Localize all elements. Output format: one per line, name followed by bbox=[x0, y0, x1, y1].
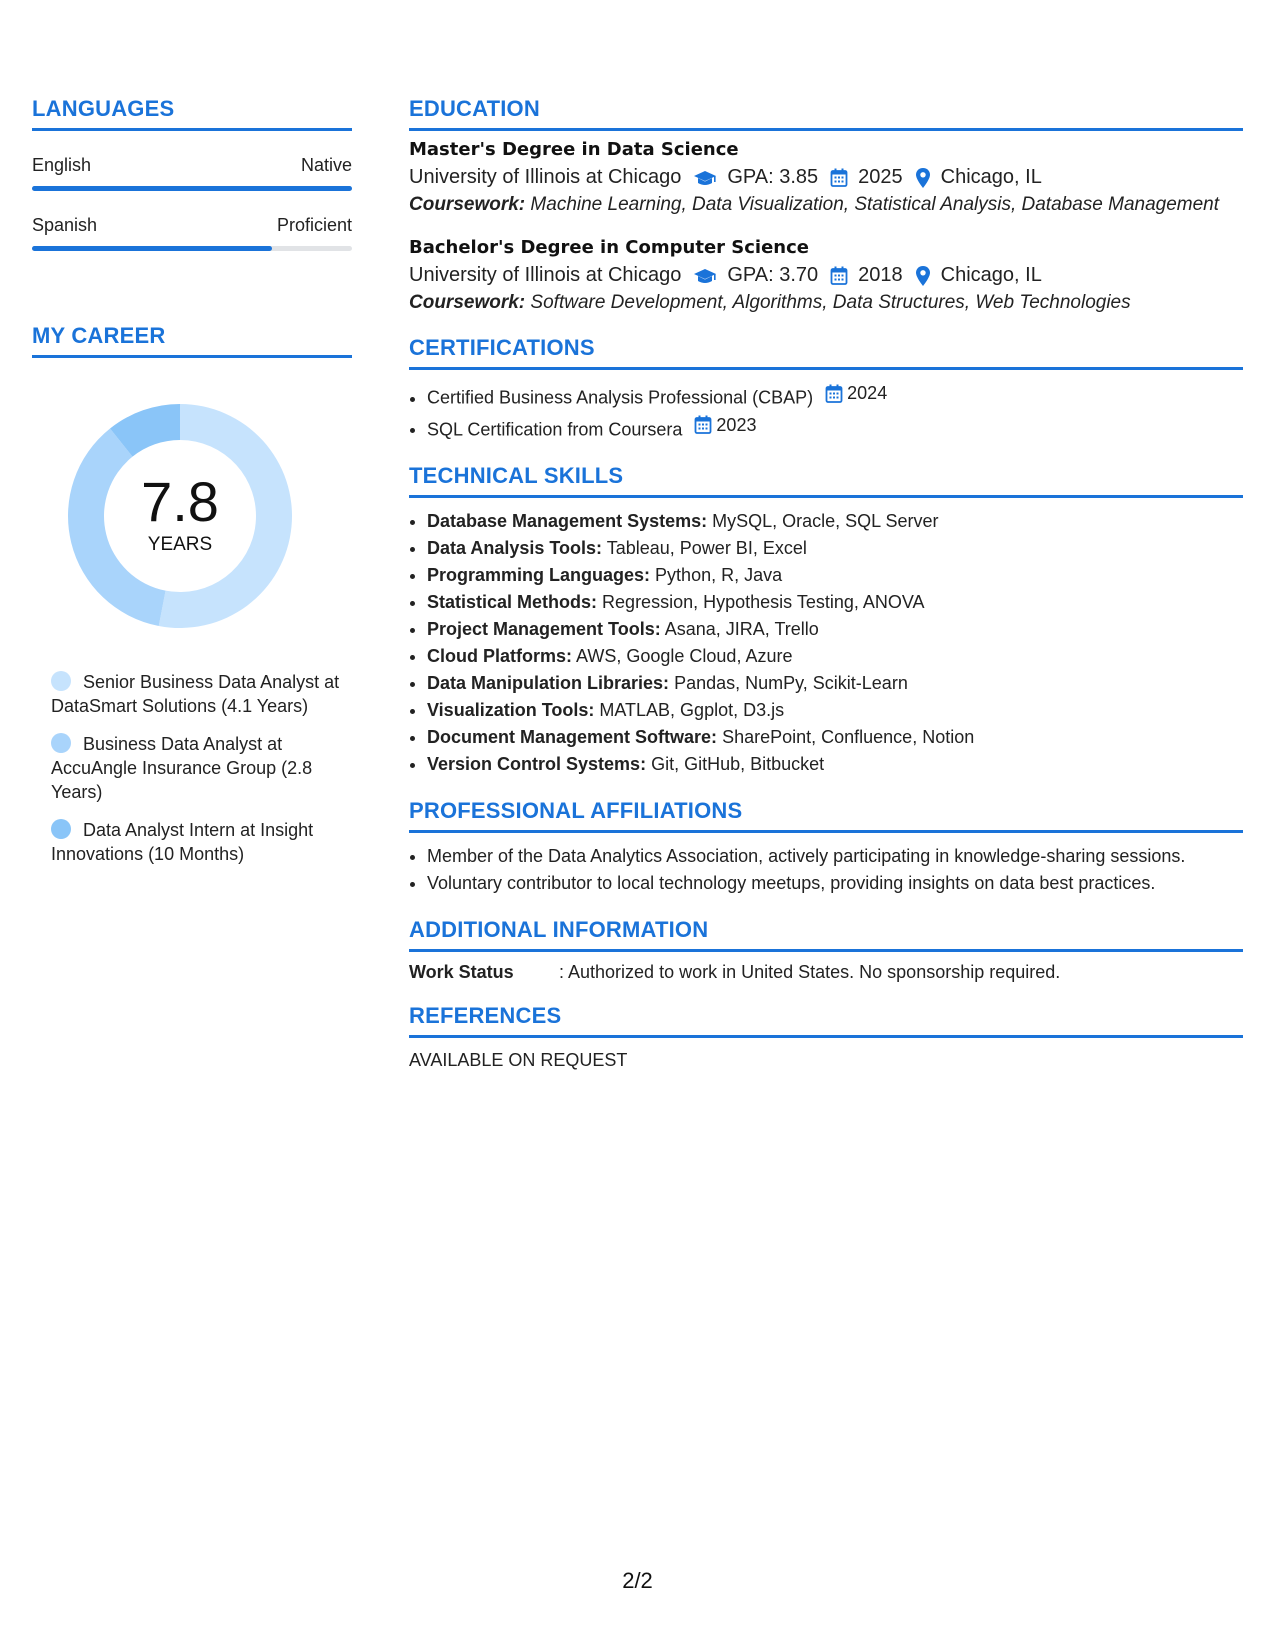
skill-item bbox=[427, 535, 1243, 562]
certification-name: SQL Certification from Coursera bbox=[427, 419, 683, 439]
skill-value: Regression, Hypothesis Testing, ANOVA bbox=[602, 592, 925, 612]
language-row bbox=[32, 215, 352, 236]
skill-item bbox=[427, 616, 1243, 643]
additional-title: ADDITIONAL INFORMATION bbox=[409, 917, 709, 942]
references-title: REFERENCES bbox=[409, 1003, 562, 1028]
certification-name: Certified Business Analysis Professional (CBAP) bbox=[427, 387, 814, 408]
career-total-value: 7.8 bbox=[141, 470, 219, 533]
language-row bbox=[32, 155, 352, 176]
skill-label: Database Management Systems: bbox=[427, 511, 708, 531]
affiliations-list bbox=[409, 843, 1243, 897]
certification-year: 2024 bbox=[847, 383, 888, 403]
skill-value: Python, R, Java bbox=[655, 565, 783, 585]
skill-item bbox=[427, 589, 1243, 616]
affiliations-section bbox=[409, 798, 1243, 897]
languages-list bbox=[32, 155, 352, 251]
career-title: MY CAREER bbox=[32, 323, 166, 348]
certification-year-group bbox=[682, 412, 756, 439]
school-name: University of Illinois at Chicago bbox=[409, 264, 682, 286]
skill-value: MySQL, Oracle, SQL Server bbox=[712, 511, 939, 531]
skill-label: Project Management Tools: bbox=[427, 619, 661, 639]
skill-value: Pandas, NumPy, Scikit-Learn bbox=[674, 673, 908, 693]
career-legend-item bbox=[51, 670, 351, 718]
skill-item bbox=[427, 724, 1243, 751]
coursework-list: Machine Learning, Data Visualization, Statistical Analysis, Database Management bbox=[530, 194, 1220, 215]
location-pin-icon bbox=[915, 167, 931, 189]
education-location: Chicago, IL bbox=[940, 264, 1042, 286]
career-legend-label: Senior Business Data Analyst at DataSmart Solutions (4.1 Years) bbox=[51, 672, 340, 716]
language-level-bar bbox=[32, 246, 352, 251]
graduation-cap-icon bbox=[693, 169, 717, 187]
skill-label: Cloud Platforms: bbox=[427, 646, 573, 666]
career-legend bbox=[51, 670, 351, 866]
donut-center bbox=[66, 402, 294, 630]
section-divider bbox=[409, 1035, 1243, 1038]
career-donut-chart bbox=[66, 402, 294, 630]
location-pin-icon bbox=[915, 265, 931, 287]
section-divider bbox=[32, 355, 352, 358]
section-divider bbox=[409, 367, 1243, 370]
calendar-icon bbox=[830, 168, 848, 188]
language-name: English bbox=[32, 155, 92, 175]
skills-list bbox=[409, 508, 1243, 778]
certifications-title: CERTIFICATIONS bbox=[409, 335, 595, 360]
skill-item bbox=[427, 562, 1243, 589]
skill-label: Data Manipulation Libraries: bbox=[427, 673, 670, 693]
career-legend-item bbox=[51, 732, 351, 804]
calendar-icon bbox=[830, 266, 848, 286]
education-meta bbox=[409, 166, 1243, 189]
right-column bbox=[409, 96, 1243, 1071]
references-section bbox=[409, 1003, 1243, 1071]
calendar-icon bbox=[694, 415, 712, 435]
work-status-label: Work Status bbox=[409, 962, 514, 982]
gpa: GPA: 3.70 bbox=[727, 264, 819, 286]
references-text: AVAILABLE ON REQUEST bbox=[409, 1050, 628, 1070]
career-legend-label: Business Data Analyst at AccuAngle Insurance Group (2.8 Years) bbox=[51, 734, 313, 802]
degree-title: Bachelor's Degree in Computer Science bbox=[409, 237, 809, 258]
graduation-year: 2025 bbox=[858, 166, 903, 188]
language-level-fill bbox=[32, 246, 272, 251]
skill-item bbox=[427, 670, 1243, 697]
education-list bbox=[409, 139, 1243, 315]
additional-section bbox=[409, 917, 1243, 983]
education-entry bbox=[409, 139, 1243, 217]
skill-label: Statistical Methods: bbox=[427, 592, 598, 612]
certification-year-group bbox=[813, 380, 887, 407]
career-total-unit: YEARS bbox=[147, 534, 213, 555]
skills-title: TECHNICAL SKILLS bbox=[409, 463, 624, 488]
certifications-list bbox=[409, 380, 1243, 443]
education-meta bbox=[409, 264, 1243, 287]
education-location: Chicago, IL bbox=[940, 166, 1042, 188]
section-divider bbox=[409, 949, 1243, 952]
education-entry bbox=[409, 237, 1243, 315]
language-level: Native bbox=[300, 155, 352, 175]
calendar-icon bbox=[825, 384, 843, 404]
languages-section bbox=[32, 96, 352, 251]
language-level-bar bbox=[32, 186, 352, 191]
certification-year: 2023 bbox=[716, 414, 757, 435]
skill-value: Asana, JIRA, Trello bbox=[664, 619, 819, 639]
coursework bbox=[409, 193, 1243, 217]
skill-item bbox=[427, 508, 1243, 535]
skill-label: Visualization Tools: bbox=[427, 700, 595, 720]
affiliation-item: • Voluntary contributor to local technology meetups, providing insights on data best practices. bbox=[427, 870, 1243, 897]
certification-item bbox=[427, 380, 1243, 412]
skill-item bbox=[427, 751, 1243, 778]
career-section bbox=[32, 323, 352, 866]
degree-title: Master's Degree in Data Science bbox=[409, 139, 739, 160]
gpa: GPA: 3.85 bbox=[727, 166, 819, 188]
affiliation-item: • Member of the Data Analytics Association, actively participating in knowledge-sharing sessions. bbox=[427, 843, 1243, 870]
work-status-row bbox=[409, 962, 1243, 983]
education-section bbox=[409, 96, 1243, 315]
section-divider bbox=[409, 128, 1243, 131]
legend-dot bbox=[51, 819, 71, 839]
language-level: Proficient bbox=[276, 215, 352, 235]
coursework-list: Software Development, Algorithms, Data Structures, Web Technologies bbox=[530, 292, 1131, 313]
certification-item bbox=[427, 412, 1243, 444]
skill-value: SharePoint, Confluence, Notion bbox=[722, 727, 975, 747]
skills-section bbox=[409, 463, 1243, 778]
skill-item bbox=[427, 643, 1243, 670]
affiliations-title: PROFESSIONAL AFFILIATIONS bbox=[409, 798, 743, 823]
legend-dot bbox=[51, 671, 71, 691]
page-number: 2/2 bbox=[622, 1568, 653, 1593]
left-column bbox=[32, 96, 352, 880]
languages-title: LANGUAGES bbox=[32, 96, 175, 121]
career-legend-label: Data Analyst Intern at Insight Innovations (10 Months) bbox=[51, 820, 314, 864]
skill-label: Version Control Systems: bbox=[427, 754, 647, 774]
skill-label: Document Management Software: bbox=[427, 727, 718, 747]
section-divider bbox=[409, 495, 1243, 498]
section-divider bbox=[409, 830, 1243, 833]
skill-item bbox=[427, 697, 1243, 724]
skill-value: Git, GitHub, Bitbucket bbox=[651, 754, 825, 774]
legend-dot bbox=[51, 733, 71, 753]
skill-value: AWS, Google Cloud, Azure bbox=[576, 646, 793, 666]
skill-value: MATLAB, Ggplot, D3.js bbox=[599, 700, 785, 720]
education-title: EDUCATION bbox=[409, 96, 540, 121]
coursework bbox=[409, 291, 1243, 315]
skill-value: Tableau, Power BI, Excel bbox=[606, 538, 807, 558]
section-divider bbox=[32, 128, 352, 131]
certifications-section bbox=[409, 335, 1243, 443]
language-name: Spanish bbox=[32, 215, 98, 235]
coursework-label: Coursework: bbox=[409, 194, 526, 215]
coursework-label: Coursework: bbox=[409, 292, 526, 313]
career-legend-item bbox=[51, 818, 351, 866]
school-name: University of Illinois at Chicago bbox=[409, 166, 682, 188]
skill-label: Programming Languages: bbox=[427, 565, 651, 585]
language-level-fill bbox=[32, 186, 352, 191]
work-status-value: : Authorized to work in United States. No sponsorship required. bbox=[559, 962, 1061, 982]
skill-label: Data Analysis Tools: bbox=[427, 538, 603, 558]
graduation-cap-icon bbox=[693, 267, 717, 285]
graduation-year: 2018 bbox=[858, 264, 903, 286]
